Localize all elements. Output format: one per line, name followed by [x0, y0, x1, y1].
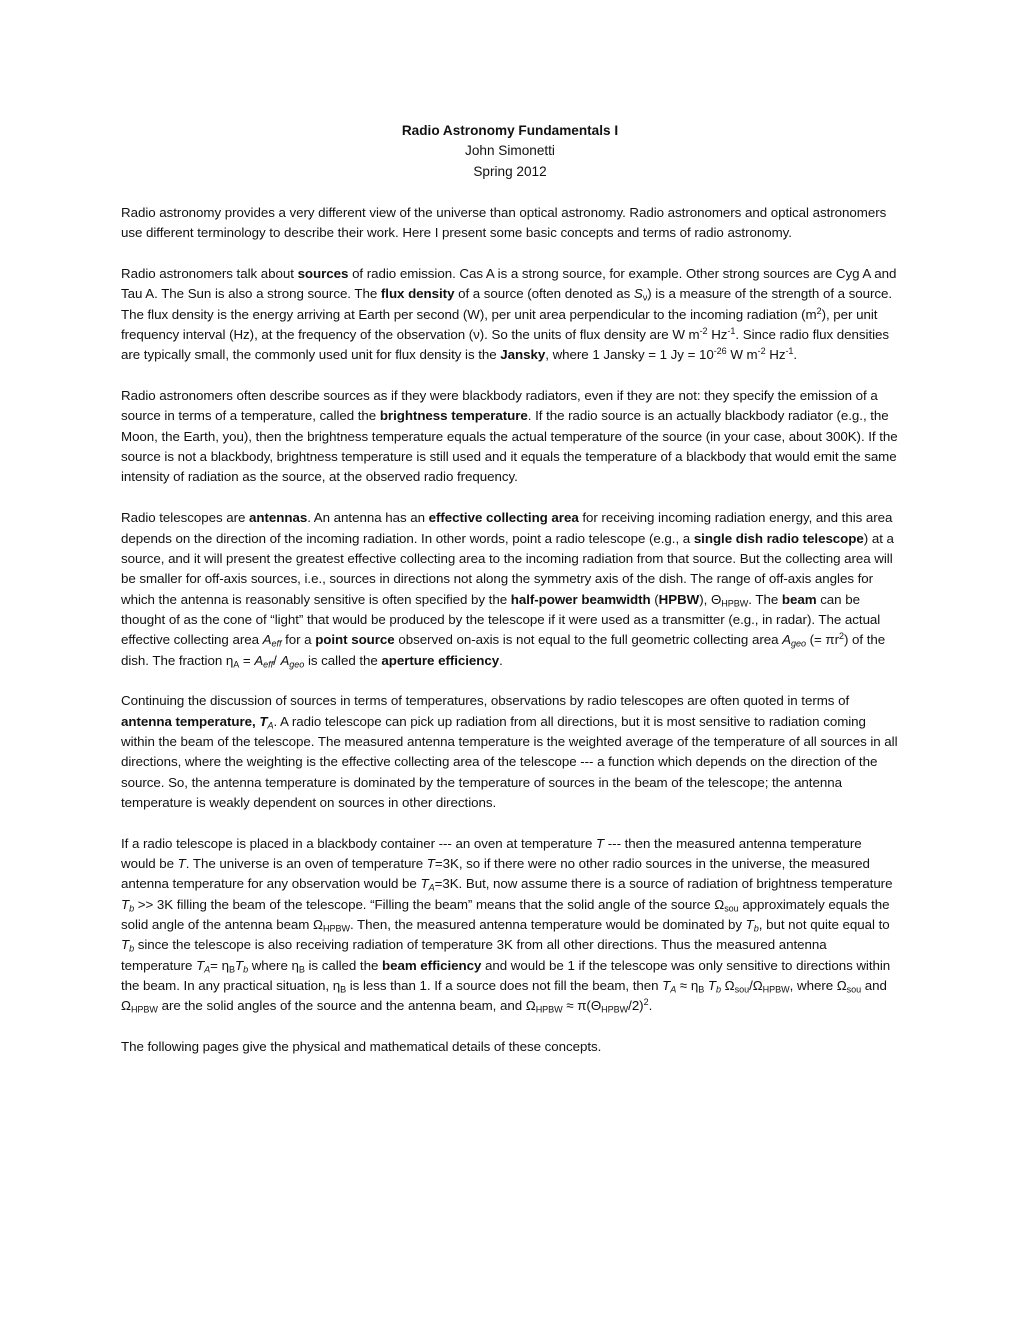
text-run: = η [210, 957, 229, 973]
text-run: (= πr [805, 632, 839, 648]
italic-symbol: S [633, 286, 643, 302]
text-run: ) at a source, and it will present the greatest effective collecting area to the incoming radiation from that source. But the collecting area will be smaller for off-axis sources, i.e., sources in directions not along the symmetry axis of the dish. The range of off-axis angles for which the antenna is reasonably sensitive is often specified by the [121, 530, 894, 607]
subscript: b [129, 902, 135, 913]
paragraph-6 [121, 834, 899, 1017]
text-run: =3K. But, now assume there is a source of radiation of brightness temperature [434, 876, 893, 892]
text-run: , where Ω [789, 978, 847, 994]
text-run: for a [281, 632, 316, 648]
bold-term: aperture efficiency [381, 652, 500, 668]
italic-symbol: T [121, 937, 130, 953]
text-run: , but not quite equal to [758, 917, 890, 933]
paragraph-1 [121, 203, 899, 244]
text-run: for receiving incoming radiation energy, and this area depends on the direction of the incoming radiation. In other words, point a radio telescope (e.g., a [121, 510, 893, 546]
document-title: Radio Astronomy Fundamentals I [401, 123, 619, 138]
bold-term: flux density [380, 286, 455, 302]
text-run: where η [248, 957, 299, 973]
bold-term: beam [781, 591, 817, 607]
text-run: of a source (often denoted as [454, 286, 634, 302]
subscript: A [670, 984, 677, 995]
subscript: b [243, 963, 249, 974]
paragraph-3 [121, 386, 899, 488]
text-run: ) of the dish. The fraction η [121, 632, 886, 668]
text-run: /Ω [749, 978, 763, 994]
text-run: /2) [628, 998, 644, 1014]
paragraph-4 [121, 508, 899, 671]
text-run: If a radio telescope is placed in a blackbody container --- an oven at temperature [121, 835, 597, 851]
subscript: geo [790, 638, 806, 649]
text-run: The following pages give the physical and mathematical details of these concepts. [121, 1039, 602, 1055]
italic-symbol: T [121, 896, 130, 912]
text-run: W m [726, 347, 758, 363]
bold-term: antennas [249, 510, 308, 526]
document-author: John Simonetti [465, 143, 555, 159]
text-run: . [793, 347, 798, 363]
subscript: geo [289, 658, 305, 669]
superscript: -2 [699, 326, 708, 337]
text-run: Radio astronomers talk about [121, 266, 298, 282]
text-run: of radio emission. Cas A is a strong source, for example. Other strong sources are Cyg A and Tau A. The Sun is also a strong source. The [121, 266, 897, 302]
italic-symbol: A [782, 632, 791, 648]
text-run: / [273, 652, 281, 668]
text-run: ( [650, 591, 659, 607]
subscript: HPBW [535, 1004, 563, 1015]
text-run: ), Θ [699, 591, 722, 607]
bold-term: single dish radio telescope [693, 530, 864, 546]
bold-term: HPBW [658, 591, 700, 607]
text-run: Ω [721, 978, 735, 994]
bold-term: effective collecting area [428, 510, 579, 526]
text-run: Radio astronomers often describe sources as if they were blackbody radiators, even if they are not: they specify the emission of a source in terms of a temperature, called the [121, 388, 878, 424]
text-run: observed on-axis is not equal to the full geometric collecting area [394, 632, 783, 648]
subscript: b [716, 984, 722, 995]
subscript: sou [846, 984, 862, 995]
text-run: . Then, the measured antenna temperature would be dominated by [349, 917, 746, 933]
text-run: = [239, 652, 255, 668]
subscript: eff [271, 638, 282, 649]
document-body [121, 203, 899, 1078]
italic-symbol: T [707, 978, 717, 994]
italic-symbol: A [254, 652, 264, 668]
text-run: Hz [707, 327, 728, 343]
italic-symbol: A [262, 632, 272, 648]
text-run: . [648, 998, 653, 1014]
text-run: . The [748, 591, 782, 607]
text-run: is called the [304, 957, 382, 973]
superscript: 2 [838, 631, 844, 642]
text-run: Radio telescopes are [121, 510, 250, 526]
subscript: HPBW [601, 1004, 629, 1015]
text-run: . Since radio flux densities are typically small, the commonly used unit for flux density is the [121, 327, 890, 363]
text-run: . [499, 652, 503, 668]
subscript: HPBW [130, 1004, 158, 1015]
superscript: -1 [785, 346, 794, 357]
bold-term: antenna temperature, [121, 713, 260, 729]
italic-symbol: A [280, 652, 290, 668]
text-run: is less than 1. If a source does not fill the beam, then [346, 978, 663, 994]
text-run: Hz [765, 347, 786, 363]
bold-term: brightness temperature [379, 408, 528, 424]
subscript: sou [734, 984, 750, 995]
text-run: ≈ π(Θ [562, 998, 602, 1014]
text-run: approximately equals the solid angle of the antenna beam Ω [121, 896, 890, 933]
subscript: b [129, 943, 135, 954]
text-run: =3K, so if there were no other radio sources in the universe, the measured antenna temperature for any observation would be [121, 856, 870, 892]
subscript: HPBW [322, 923, 350, 934]
paragraph-5 [121, 691, 899, 813]
text-run: is called the [304, 652, 382, 668]
subscript: B [228, 963, 235, 974]
subscript: B [698, 984, 705, 995]
text-run: ≈ η [676, 978, 699, 994]
text-run: Radio astronomy provides a very different view of the universe than optical astronomy. Radio astronomers and optical astronomers use different terminology to describe their work. Here I present some basic concepts and terms of radio astronomy. [121, 205, 887, 241]
italic-symbol: T [420, 876, 429, 892]
superscript: 2 [816, 305, 822, 316]
bold-term: Jansky [500, 347, 546, 363]
subscript: A [204, 963, 211, 974]
bold-term: beam efficiency [381, 957, 482, 973]
italic-symbol: T [177, 856, 186, 871]
superscript: -2 [757, 346, 766, 357]
text-run: >> 3K filling the beam of the telescope. “Filling the beam” means that the solid angle of the source Ω [134, 896, 725, 912]
bold-term: half-power beamwidth [510, 591, 651, 607]
text-run: , where 1 Jansky = 1 Jy = 10 [545, 347, 714, 363]
subscript: eff [263, 658, 274, 669]
text-run: ) is a measure of the strength of a source. The flux density is the energy arriving at Earth per second (W), per unit area perpendicular to the incoming radiation (m [121, 286, 893, 322]
paragraph-2 [121, 264, 899, 366]
text-run: . An antenna has an [307, 510, 429, 526]
italic-symbol: T [426, 856, 435, 871]
text-run: and Ω [121, 978, 887, 1014]
text-run: . If the radio source is an actually blackbody radiator (e.g., the Moon, the Earth, you), then the brightness temperature equals the actual temperature of the source (in your case, about 300K). If the source is not a blackbody, brightness temperature is still used and it equals the temperature of a blackbody that would emit the same intensity of radiation as the source, at the observed radio frequency. [121, 408, 898, 485]
subscript: A [233, 658, 240, 669]
text-run: are the solid angles of the source and the antenna beam, and Ω [157, 998, 536, 1014]
text-run: Continuing the discussion of sources in terms of temperatures, observations by radio telescopes are often quoted in terms of [121, 693, 850, 709]
superscript: -1 [727, 326, 736, 337]
bold-term: point source [315, 632, 395, 648]
text-run: . The universe is an oven of temperature [185, 856, 427, 871]
bold-italic-symbol: T [259, 713, 268, 729]
subscript: HPBW [721, 597, 749, 608]
italic-symbol: T [196, 957, 205, 973]
subscript: HPBW [762, 984, 790, 995]
document-header [0, 121, 1020, 182]
bold-term: sources [297, 266, 349, 282]
text-run: since the telescope is also receiving radiation of temperature 3K from all other directions. Thus the measured antenna temperature [121, 937, 827, 973]
superscript: 2 [643, 997, 649, 1008]
italic-symbol: T [234, 957, 244, 973]
text-run: ), per unit frequency interval (Hz), at the frequency of the observation (ν). So the units of flux density are W m [121, 306, 878, 343]
text-run: can be thought of as the cone of “light” that would be produced by the telescope if it were used as a transmitter (e.g., in radar). The actual effective collecting area [121, 591, 881, 648]
subscript: sou [724, 902, 739, 913]
text-run: and would be 1 if the telescope was only sensitive to directions within the beam. In any practical situation, η [121, 957, 891, 994]
subscript: B [298, 963, 305, 974]
document-date: Spring 2012 [473, 163, 547, 179]
subscript: A [428, 882, 435, 893]
subscript: A [267, 719, 274, 730]
italic-symbol: T [745, 917, 754, 933]
paragraph-7 [121, 1037, 899, 1057]
italic-symbol: T [662, 978, 671, 994]
italic-symbol: T [596, 835, 605, 851]
text-run: --- then the measured antenna temperature would be [121, 835, 862, 871]
superscript: -26 [713, 346, 727, 357]
subscript: B [340, 984, 347, 995]
subscript: b [753, 923, 759, 934]
text-run: . A radio telescope can pick up radiation from all directions, but it is most sensitive to radiation coming within the beam of the telescope. The measured antenna temperature is the weighted average of the temperature of all sources in all directions, where the weighting is the effective collecting area of the telescope --- a function which depends on the direction of the source. So, the antenna temperature is dominated by the temperature of sources in the beam of the telescope; the antenna temperature is weakly dependent on sources in other directions. [121, 713, 898, 810]
subscript: ν [642, 292, 648, 303]
